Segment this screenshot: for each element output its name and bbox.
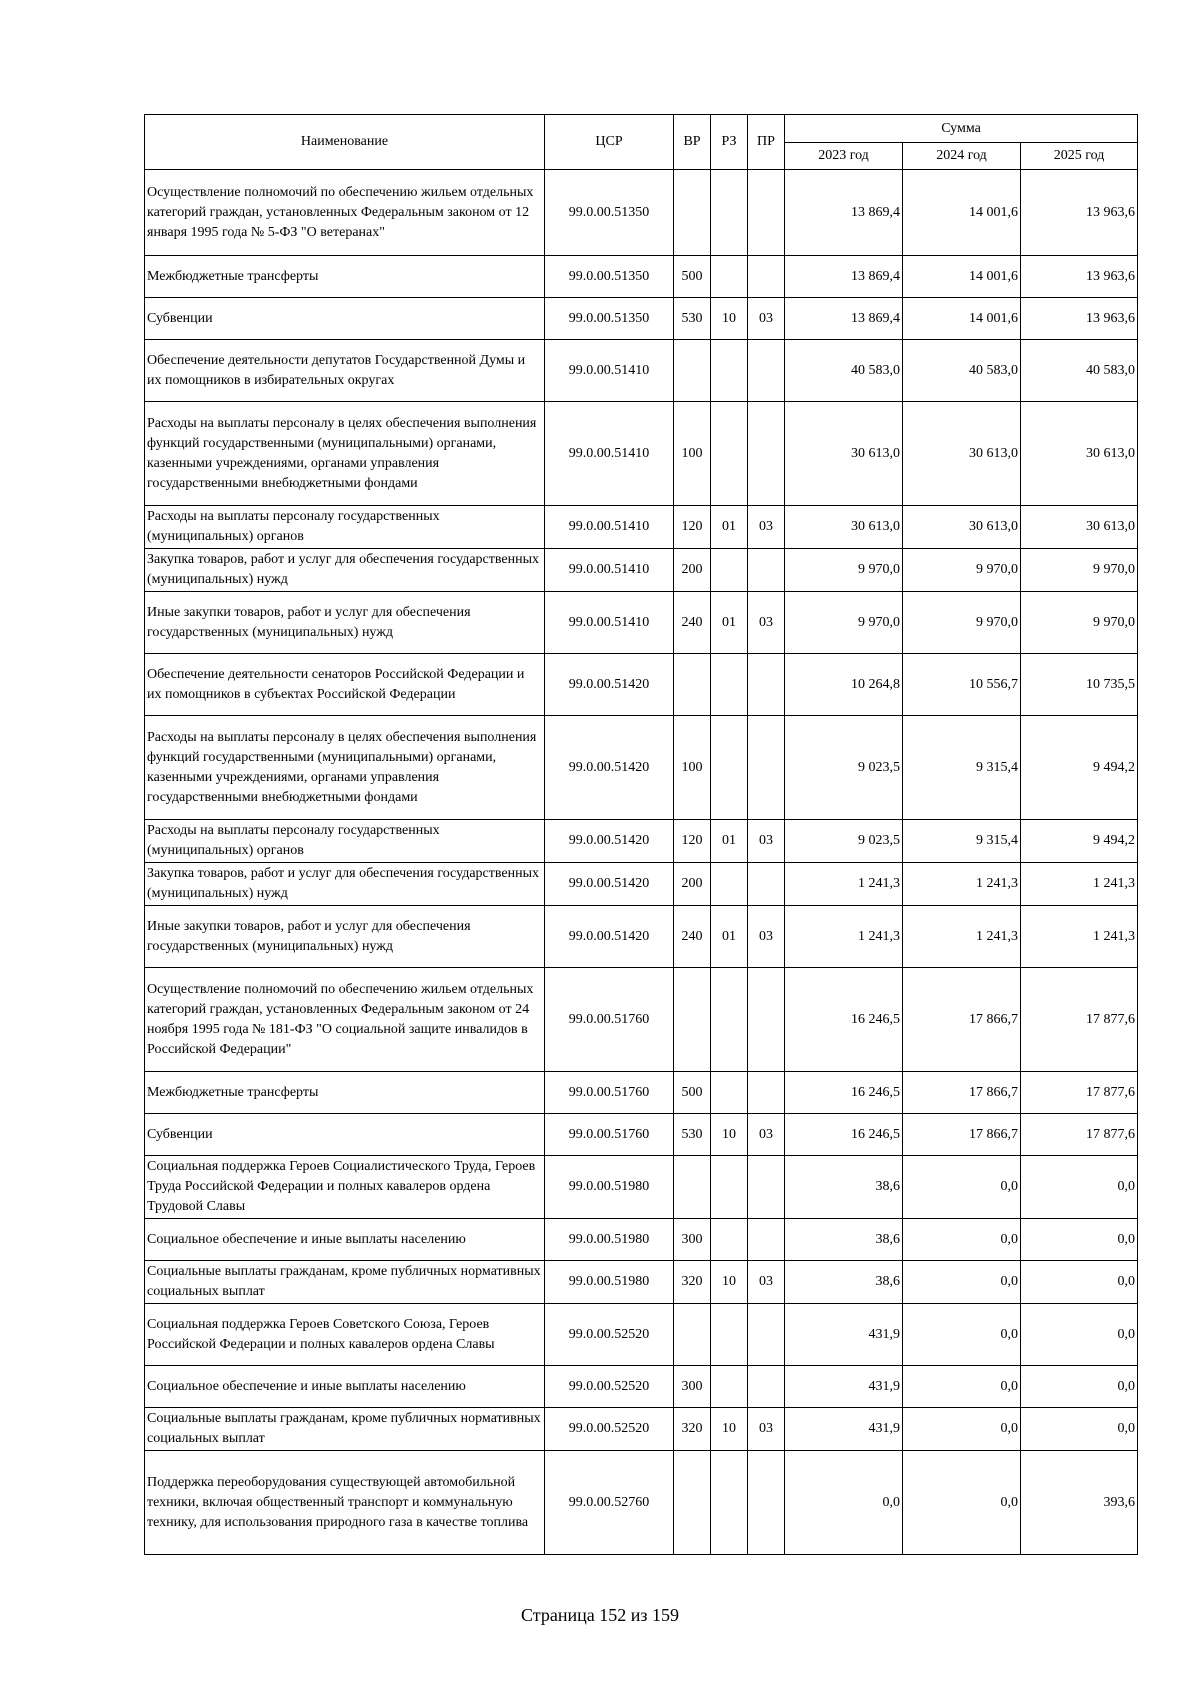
cell-sum-2024: 9 315,4 xyxy=(903,820,1021,863)
cell-sum-2024: 30 613,0 xyxy=(903,402,1021,506)
cell-pr xyxy=(748,1072,785,1114)
page-number: Страница 152 из 159 xyxy=(521,1605,679,1625)
cell-sum-2023: 16 246,5 xyxy=(785,968,903,1072)
cell-csr: 99.0.00.52760 xyxy=(545,1451,674,1555)
header-name: Наименование xyxy=(145,115,545,170)
cell-vr xyxy=(674,340,711,402)
cell-rz xyxy=(711,402,748,506)
cell-rz xyxy=(711,968,748,1072)
cell-rz: 10 xyxy=(711,1114,748,1156)
cell-sum-2025: 393,6 xyxy=(1021,1451,1138,1555)
cell-name: Поддержка переоборудования существующей автомобильной техники, включая общественный транспорт и коммунальную технику, для использования природного газа в качестве топлива xyxy=(145,1451,545,1555)
header-pr: ПР xyxy=(748,115,785,170)
cell-pr xyxy=(748,170,785,256)
cell-sum-2024: 9 315,4 xyxy=(903,716,1021,820)
cell-csr: 99.0.00.51760 xyxy=(545,968,674,1072)
cell-sum-2023: 0,0 xyxy=(785,1451,903,1555)
cell-pr: 03 xyxy=(748,1408,785,1451)
cell-sum-2023: 10 264,8 xyxy=(785,654,903,716)
cell-sum-2023: 38,6 xyxy=(785,1261,903,1304)
cell-sum-2025: 17 877,6 xyxy=(1021,1072,1138,1114)
cell-rz xyxy=(711,549,748,592)
cell-sum-2023: 9 023,5 xyxy=(785,820,903,863)
table-row xyxy=(145,1219,1138,1261)
table-row xyxy=(145,1261,1138,1304)
cell-pr xyxy=(748,716,785,820)
table-row xyxy=(145,1156,1138,1219)
cell-sum-2025: 40 583,0 xyxy=(1021,340,1138,402)
cell-vr: 100 xyxy=(674,716,711,820)
table-row xyxy=(145,1072,1138,1114)
table-row xyxy=(145,968,1138,1072)
cell-vr: 320 xyxy=(674,1408,711,1451)
cell-vr: 300 xyxy=(674,1219,711,1261)
cell-sum-2024: 17 866,7 xyxy=(903,1114,1021,1156)
cell-csr: 99.0.00.51980 xyxy=(545,1156,674,1219)
cell-sum-2025: 0,0 xyxy=(1021,1261,1138,1304)
cell-name: Социальная поддержка Героев Советского Союза, Героев Российской Федерации и полных кавалеров ордена Славы xyxy=(145,1304,545,1366)
cell-vr: 120 xyxy=(674,820,711,863)
cell-vr: 300 xyxy=(674,1366,711,1408)
cell-vr: 530 xyxy=(674,298,711,340)
cell-sum-2024: 0,0 xyxy=(903,1156,1021,1219)
cell-sum-2024: 10 556,7 xyxy=(903,654,1021,716)
cell-name: Закупка товаров, работ и услуг для обеспечения государственных (муниципальных) нужд xyxy=(145,549,545,592)
cell-csr: 99.0.00.52520 xyxy=(545,1408,674,1451)
cell-name: Социальная поддержка Героев Социалистического Труда, Героев Труда Российской Федерации и полных кавалеров ордена Трудовой Славы xyxy=(145,1156,545,1219)
cell-pr: 03 xyxy=(748,820,785,863)
cell-sum-2025: 17 877,6 xyxy=(1021,968,1138,1072)
cell-pr: 03 xyxy=(748,298,785,340)
cell-vr xyxy=(674,1451,711,1555)
cell-vr xyxy=(674,170,711,256)
cell-vr xyxy=(674,654,711,716)
cell-csr: 99.0.00.51760 xyxy=(545,1072,674,1114)
cell-pr xyxy=(748,1451,785,1555)
cell-vr xyxy=(674,968,711,1072)
cell-csr: 99.0.00.51420 xyxy=(545,906,674,968)
cell-rz: 10 xyxy=(711,1408,748,1451)
cell-pr xyxy=(748,863,785,906)
cell-name: Расходы на выплаты персоналу в целях обеспечения выполнения функций государственными (муниципальными) органами, казенными учреждениями, органами управления государственными внебюджетными фондами xyxy=(145,716,545,820)
cell-name: Осуществление полномочий по обеспечению жильем отдельных категорий граждан, установленных Федеральным законом от 12 января 1995 года № 5-ФЗ "О ветеранах" xyxy=(145,170,545,256)
cell-vr: 200 xyxy=(674,549,711,592)
cell-csr: 99.0.00.51410 xyxy=(545,340,674,402)
cell-rz xyxy=(711,863,748,906)
cell-csr: 99.0.00.51350 xyxy=(545,298,674,340)
cell-pr xyxy=(748,340,785,402)
cell-rz xyxy=(711,170,748,256)
cell-sum-2025: 13 963,6 xyxy=(1021,256,1138,298)
cell-sum-2023: 30 613,0 xyxy=(785,506,903,549)
cell-sum-2025: 0,0 xyxy=(1021,1366,1138,1408)
cell-sum-2024: 9 970,0 xyxy=(903,592,1021,654)
table-row xyxy=(145,506,1138,549)
cell-rz xyxy=(711,340,748,402)
cell-vr: 120 xyxy=(674,506,711,549)
cell-pr: 03 xyxy=(748,1261,785,1304)
cell-sum-2025: 30 613,0 xyxy=(1021,402,1138,506)
table-row xyxy=(145,1366,1138,1408)
cell-vr: 240 xyxy=(674,906,711,968)
cell-rz xyxy=(711,1451,748,1555)
cell-vr: 500 xyxy=(674,256,711,298)
cell-name: Осуществление полномочий по обеспечению жильем отдельных категорий граждан, установленных Федеральным законом от 24 ноября 1995 года № 181-ФЗ "О социальной защите инвалидов в Российской Федерации" xyxy=(145,968,545,1072)
budget-table xyxy=(144,114,1138,1555)
cell-sum-2024: 14 001,6 xyxy=(903,170,1021,256)
cell-name: Социальное обеспечение и иные выплаты населению xyxy=(145,1366,545,1408)
cell-name: Субвенции xyxy=(145,1114,545,1156)
header-year-2025: 2025 год xyxy=(1021,143,1138,170)
cell-name: Межбюджетные трансферты xyxy=(145,256,545,298)
cell-rz: 01 xyxy=(711,906,748,968)
cell-csr: 99.0.00.51410 xyxy=(545,592,674,654)
table-row xyxy=(145,654,1138,716)
cell-csr: 99.0.00.52520 xyxy=(545,1304,674,1366)
cell-sum-2023: 431,9 xyxy=(785,1304,903,1366)
cell-sum-2023: 1 241,3 xyxy=(785,863,903,906)
cell-vr: 100 xyxy=(674,402,711,506)
cell-sum-2025: 0,0 xyxy=(1021,1408,1138,1451)
cell-vr: 500 xyxy=(674,1072,711,1114)
cell-rz: 01 xyxy=(711,506,748,549)
cell-sum-2025: 0,0 xyxy=(1021,1156,1138,1219)
cell-rz: 01 xyxy=(711,820,748,863)
cell-pr xyxy=(748,654,785,716)
cell-csr: 99.0.00.51410 xyxy=(545,506,674,549)
cell-rz: 01 xyxy=(711,592,748,654)
cell-rz: 10 xyxy=(711,298,748,340)
cell-sum-2023: 9 023,5 xyxy=(785,716,903,820)
cell-sum-2025: 13 963,6 xyxy=(1021,298,1138,340)
cell-csr: 99.0.00.51350 xyxy=(545,256,674,298)
cell-sum-2025: 30 613,0 xyxy=(1021,506,1138,549)
table-row xyxy=(145,170,1138,256)
cell-csr: 99.0.00.51760 xyxy=(545,1114,674,1156)
cell-sum-2024: 40 583,0 xyxy=(903,340,1021,402)
cell-csr: 99.0.00.51420 xyxy=(545,863,674,906)
cell-sum-2024: 0,0 xyxy=(903,1451,1021,1555)
table-row xyxy=(145,1304,1138,1366)
cell-name: Субвенции xyxy=(145,298,545,340)
cell-sum-2023: 13 869,4 xyxy=(785,298,903,340)
cell-name: Социальные выплаты гражданам, кроме публичных нормативных социальных выплат xyxy=(145,1261,545,1304)
cell-name: Социальные выплаты гражданам, кроме публичных нормативных социальных выплат xyxy=(145,1408,545,1451)
cell-sum-2024: 14 001,6 xyxy=(903,256,1021,298)
table-row xyxy=(145,402,1138,506)
cell-pr: 03 xyxy=(748,906,785,968)
header-rz: РЗ xyxy=(711,115,748,170)
cell-sum-2023: 30 613,0 xyxy=(785,402,903,506)
cell-pr: 03 xyxy=(748,506,785,549)
table-row xyxy=(145,298,1138,340)
cell-sum-2024: 17 866,7 xyxy=(903,1072,1021,1114)
cell-sum-2025: 1 241,3 xyxy=(1021,863,1138,906)
cell-name: Социальное обеспечение и иные выплаты населению xyxy=(145,1219,545,1261)
cell-sum-2025: 1 241,3 xyxy=(1021,906,1138,968)
cell-name: Иные закупки товаров, работ и услуг для обеспечения государственных (муниципальных) нужд xyxy=(145,592,545,654)
table-row xyxy=(145,256,1138,298)
cell-sum-2023: 9 970,0 xyxy=(785,592,903,654)
cell-name: Закупка товаров, работ и услуг для обеспечения государственных (муниципальных) нужд xyxy=(145,863,545,906)
table-row xyxy=(145,1114,1138,1156)
cell-rz xyxy=(711,256,748,298)
cell-csr: 99.0.00.52520 xyxy=(545,1366,674,1408)
table-row xyxy=(145,820,1138,863)
cell-csr: 99.0.00.51350 xyxy=(545,170,674,256)
cell-sum-2023: 16 246,5 xyxy=(785,1072,903,1114)
cell-sum-2025: 9 494,2 xyxy=(1021,716,1138,820)
header-sum: Сумма xyxy=(785,115,1138,143)
cell-rz xyxy=(711,1072,748,1114)
cell-sum-2024: 9 970,0 xyxy=(903,549,1021,592)
cell-rz xyxy=(711,1156,748,1219)
cell-sum-2023: 13 869,4 xyxy=(785,170,903,256)
table-row xyxy=(145,863,1138,906)
cell-sum-2025: 9 970,0 xyxy=(1021,549,1138,592)
cell-sum-2024: 0,0 xyxy=(903,1219,1021,1261)
cell-pr xyxy=(748,1219,785,1261)
cell-rz xyxy=(711,1304,748,1366)
cell-name: Обеспечение деятельности сенаторов Российской Федерации и их помощников в субъектах Российской Федерации xyxy=(145,654,545,716)
table-row xyxy=(145,716,1138,820)
cell-vr xyxy=(674,1304,711,1366)
cell-sum-2024: 1 241,3 xyxy=(903,906,1021,968)
cell-csr: 99.0.00.51410 xyxy=(545,402,674,506)
cell-csr: 99.0.00.51980 xyxy=(545,1219,674,1261)
cell-sum-2024: 0,0 xyxy=(903,1304,1021,1366)
cell-vr: 200 xyxy=(674,863,711,906)
cell-rz xyxy=(711,1366,748,1408)
cell-sum-2024: 0,0 xyxy=(903,1261,1021,1304)
cell-sum-2025: 0,0 xyxy=(1021,1304,1138,1366)
cell-sum-2025: 17 877,6 xyxy=(1021,1114,1138,1156)
cell-pr xyxy=(748,1304,785,1366)
cell-csr: 99.0.00.51980 xyxy=(545,1261,674,1304)
cell-rz xyxy=(711,654,748,716)
cell-sum-2023: 16 246,5 xyxy=(785,1114,903,1156)
cell-pr xyxy=(748,402,785,506)
cell-sum-2023: 431,9 xyxy=(785,1366,903,1408)
cell-pr xyxy=(748,256,785,298)
cell-vr: 240 xyxy=(674,592,711,654)
cell-pr: 03 xyxy=(748,592,785,654)
cell-sum-2023: 38,6 xyxy=(785,1219,903,1261)
table-row xyxy=(145,906,1138,968)
cell-name: Расходы на выплаты персоналу в целях обеспечения выполнения функций государственными (муниципальными) органами, казенными учреждениями, органами управления государственными внебюджетными фондами xyxy=(145,402,545,506)
cell-sum-2024: 30 613,0 xyxy=(903,506,1021,549)
cell-pr xyxy=(748,549,785,592)
cell-name: Иные закупки товаров, работ и услуг для обеспечения государственных (муниципальных) нужд xyxy=(145,906,545,968)
cell-vr: 320 xyxy=(674,1261,711,1304)
header-year-2024: 2024 год xyxy=(903,143,1021,170)
cell-sum-2023: 9 970,0 xyxy=(785,549,903,592)
cell-sum-2023: 40 583,0 xyxy=(785,340,903,402)
table-row xyxy=(145,549,1138,592)
cell-sum-2024: 17 866,7 xyxy=(903,968,1021,1072)
cell-sum-2024: 0,0 xyxy=(903,1366,1021,1408)
cell-sum-2023: 431,9 xyxy=(785,1408,903,1451)
cell-sum-2024: 1 241,3 xyxy=(903,863,1021,906)
cell-name: Расходы на выплаты персоналу государственных (муниципальных) органов xyxy=(145,506,545,549)
cell-csr: 99.0.00.51420 xyxy=(545,716,674,820)
cell-sum-2025: 9 970,0 xyxy=(1021,592,1138,654)
cell-name: Расходы на выплаты персоналу государственных (муниципальных) органов xyxy=(145,820,545,863)
cell-rz xyxy=(711,716,748,820)
cell-vr xyxy=(674,1156,711,1219)
cell-sum-2023: 1 241,3 xyxy=(785,906,903,968)
cell-sum-2023: 38,6 xyxy=(785,1156,903,1219)
cell-csr: 99.0.00.51420 xyxy=(545,654,674,716)
cell-pr xyxy=(748,1366,785,1408)
header-vr: ВР xyxy=(674,115,711,170)
cell-pr: 03 xyxy=(748,1114,785,1156)
cell-sum-2024: 0,0 xyxy=(903,1408,1021,1451)
header-year-2023: 2023 год xyxy=(785,143,903,170)
cell-sum-2025: 10 735,5 xyxy=(1021,654,1138,716)
table-row xyxy=(145,340,1138,402)
cell-name: Межбюджетные трансферты xyxy=(145,1072,545,1114)
cell-sum-2024: 14 001,6 xyxy=(903,298,1021,340)
cell-rz xyxy=(711,1219,748,1261)
table-row xyxy=(145,1408,1138,1451)
cell-csr: 99.0.00.51410 xyxy=(545,549,674,592)
cell-sum-2023: 13 869,4 xyxy=(785,256,903,298)
cell-vr: 530 xyxy=(674,1114,711,1156)
cell-rz: 10 xyxy=(711,1261,748,1304)
cell-csr: 99.0.00.51420 xyxy=(545,820,674,863)
cell-name: Обеспечение деятельности депутатов Государственной Думы и их помощников в избирательных округах xyxy=(145,340,545,402)
cell-pr xyxy=(748,1156,785,1219)
table-row xyxy=(145,1451,1138,1555)
cell-sum-2025: 0,0 xyxy=(1021,1219,1138,1261)
cell-sum-2025: 9 494,2 xyxy=(1021,820,1138,863)
cell-sum-2025: 13 963,6 xyxy=(1021,170,1138,256)
cell-pr xyxy=(748,968,785,1072)
table-body xyxy=(145,170,1138,1555)
table-row xyxy=(145,592,1138,654)
header-csr: ЦСР xyxy=(545,115,674,170)
